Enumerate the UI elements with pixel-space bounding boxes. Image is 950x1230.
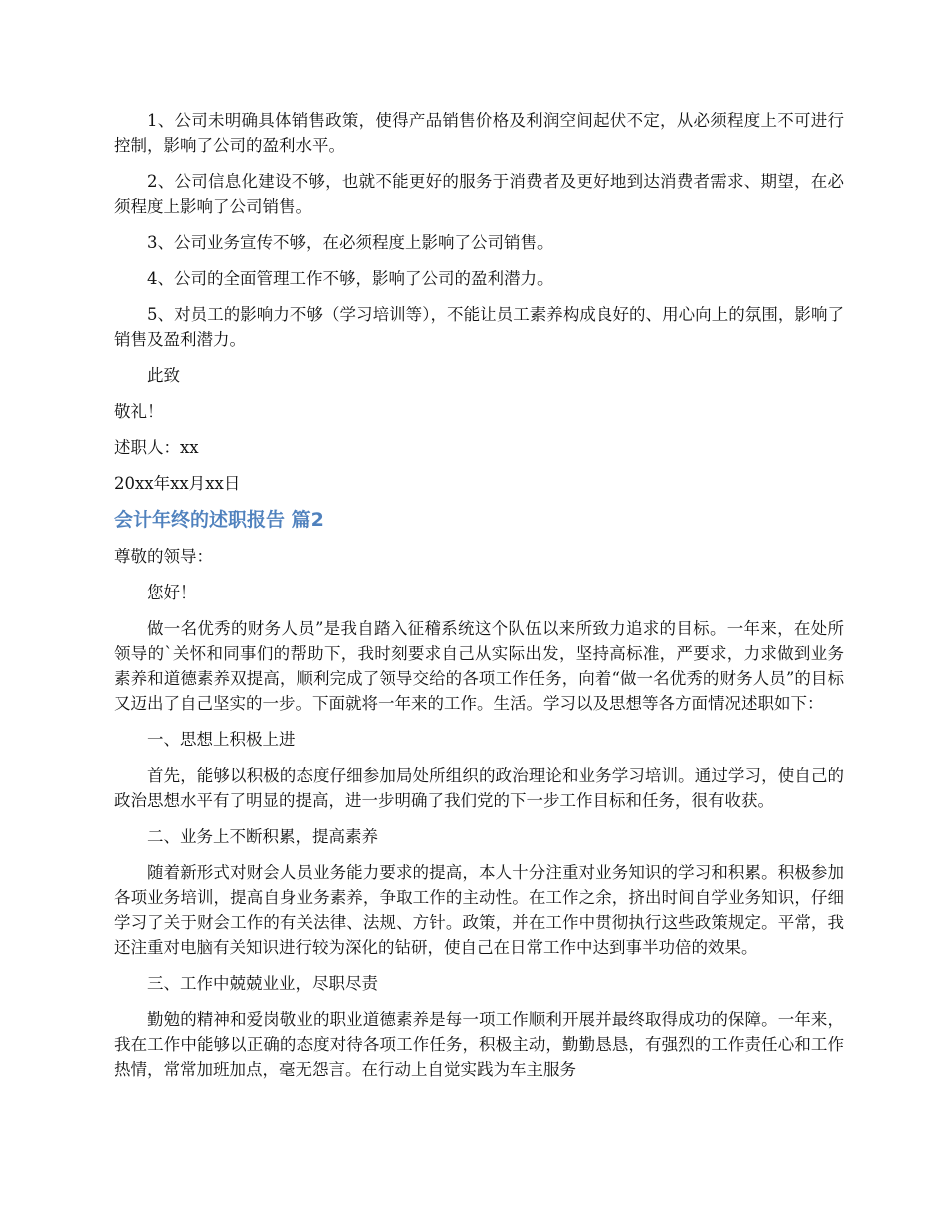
subheading-1: 一、思想上积极上进 [147, 730, 296, 749]
hello-text: 您好！ [147, 583, 197, 602]
document-page [114, 108, 844, 1093]
list-item: 2、公司信息化建设不够，也就不能更好的服务于消费者及更好地到达消费者需求、期望，在必须程度上影响了公司销售。 [114, 172, 844, 216]
paragraph-3: 勤勉的精神和爱岗敬业的职业道德素养是每一项工作顺利开展并最终取得成功的保障。一年来，我在工作中能够以正确的态度对待各项工作任务，积极主动，勤勤恳恳，有强烈的工作责任心和工作热情，常常加班加点，毫无怨言。在行动上自觉实践为车主服务 [114, 1010, 844, 1079]
intro-paragraph: 做一名优秀的财务人员”是我自踏入征稽系统这个队伍以来所致力追求的目标。一年来，在处所领导的`关怀和同事们的帮助下，我时刻要求自己从实际出发，坚持高标准，严要求，力求做到业务素养和道德素养双提高，顺利完成了领导交给的各项工作任务，向着“做一名优秀的财务人员”的目标又迈出了自己坚实的一步。下面就将一年来的工作。生活。学习以及思想等各方面情况述职如下： [114, 619, 844, 713]
subheading-3: 三、工作中兢兢业业，尽职尽责 [147, 974, 378, 993]
list-item: 5、对员工的影响力不够（学习培训等），不能让员工素养构成良好的、用心向上的氛围，影响了销售及盈利潜力。 [114, 305, 844, 349]
list-item: 3、公司业务宣传不够，在必须程度上影响了公司销售。 [147, 233, 554, 252]
section-heading: 会计年终的述职报告 篇2 [114, 509, 324, 531]
report-date: 20xx年xx月xx日 [114, 474, 241, 493]
subheading-2: 二、业务上不断积累，提高素养 [147, 827, 378, 846]
salutation-text: 敬礼！ [114, 402, 164, 421]
paragraph-1: 首先，能够以积极的态度仔细参加局处所组织的政治理论和业务学习培训。通过学习，使自己的政治思想水平有了明显的提高，进一步明确了我们党的下一步工作目标和任务，很有收获。 [114, 766, 844, 810]
greeting-text: 尊敬的领导： [114, 547, 213, 566]
closing-text: 此致 [147, 366, 180, 385]
list-item: 4、公司的全面管理工作不够，影响了公司的盈利潜力。 [147, 269, 554, 288]
reporter-name: 述职人：xx [114, 438, 199, 457]
list-item: 1、公司未明确具体销售政策，使得产品销售价格及利润空间起伏不定，从必须程度上不可进行控制，影响了公司的盈利水平。 [114, 111, 844, 155]
paragraph-2: 随着新形式对财会人员业务能力要求的提高，本人十分注重对业务知识的学习和积累。积极参加各项业务培训，提高自身业务素养，争取工作的主动性。在工作之余，挤出时间自学业务知识，仔细学习了关于财会工作的有关法律、法规、方针。政策，并在工作中贯彻执行这些政策规定。平常，我还注重对电脑有关知识进行较为深化的钻研，使自己在日常工作中达到事半功倍的效果。 [114, 863, 844, 957]
